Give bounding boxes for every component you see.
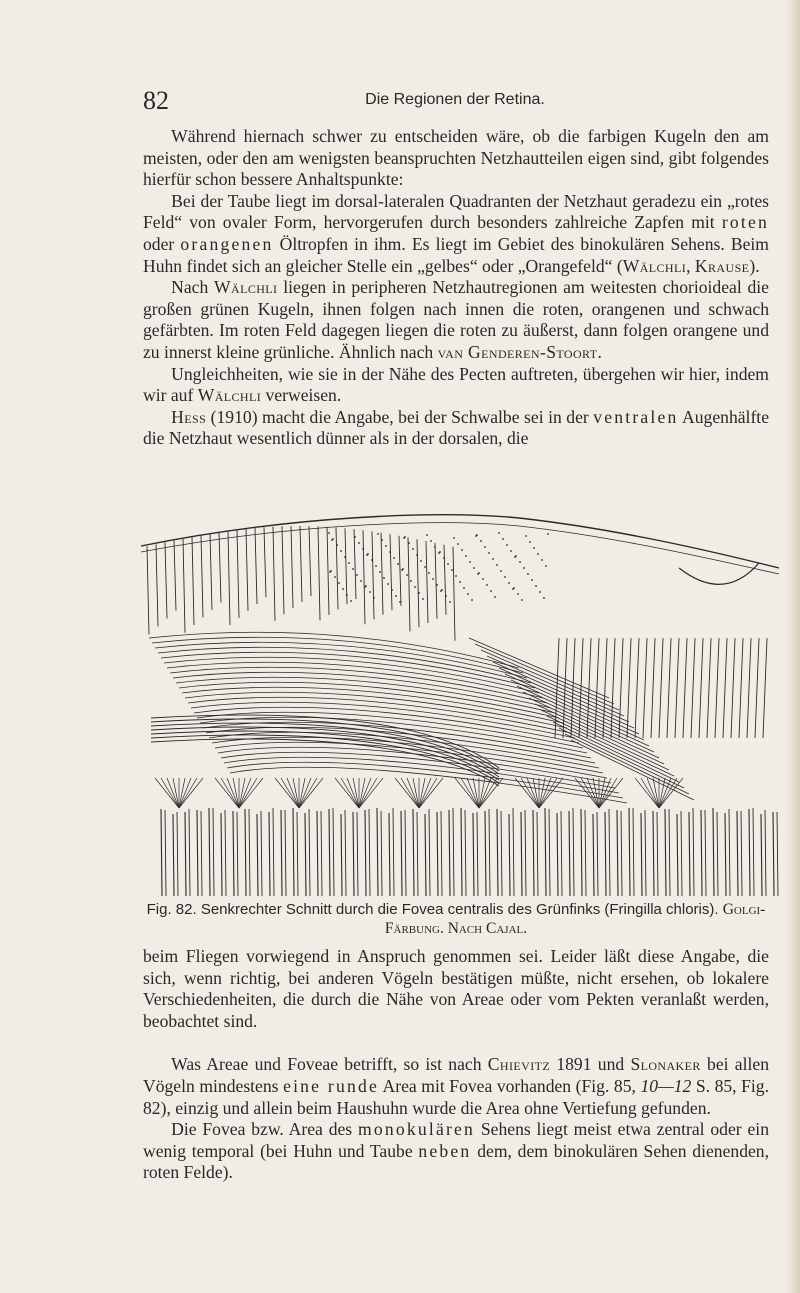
text-run: Während hiernach schwer zu entscheiden wäre, ob die farbigen Kugeln den am meisten, oder den am wenigsten beanspruchten Netzhautteilen eigen sind, gibt folgendes hierfür schon bessere Anhaltspunkte: [143,126,769,190]
text-run: dem, dem binokulären Sehen dienenden, roten Felde). [143,1140,770,1183]
text-run: monokulären [358,1119,476,1140]
caption-rest: Golgi-Färbung. Nach Cajal. [384,901,766,937]
page-edge [786,0,800,1293]
text-run: 1891 und [550,1054,631,1075]
text-run: Nach [171,277,215,298]
text-run: liegen in peripheren Netzhautregionen am weitesten chorioideal die großen grünen Kugeln, ihnen folgen nach innen die roten, orangenen und schwach gefärbten. Im roten Feld dagegen liegen die roten zu äußerst, dann folgen orangene und zu innerst kleine grünliche. Ähnlich nach [143,277,769,362]
running-title: Die Regionen der Retina. [365,91,545,108]
paragraph [143,1054,769,1119]
paragraph [143,364,769,407]
body-text-top [143,126,769,450]
caption-title: Senkrechter Schnitt durch die Fovea centralis des Grünfinks (Fringilla chloris). [200,901,719,918]
text-run: Wälchli [622,255,687,276]
caption-label: Fig. 82. [146,901,197,918]
text-run: van Genderen-Stoort [437,341,598,362]
text-run: . [597,341,602,362]
text-run: roten [721,212,769,233]
paragraph [143,126,769,191]
paragraph [143,191,769,277]
text-run: oder [143,233,181,254]
text-run: Area mit Fovea vorhanden (Fig. 85, [378,1075,641,1096]
paragraph [143,946,769,1032]
text-run: ventralen [593,406,679,427]
text-run: eine runde [283,1075,379,1096]
paragraph [143,1119,769,1184]
text-run: beim Fliegen vorwiegend in Anspruch genommen sei. Leider läßt diese Angabe, die sich, wenn richtig, bei anderen Vögeln bestätigen müßte, nicht ersehen, ob lokalere Verschiedenheiten, die durch die Nähe von Areae oder vom Pekten veranlaßt werden, beobachtet sind. [143,946,769,1031]
page-number: 82 [143,86,169,115]
text-run: Wälchli [214,277,278,298]
text-run: Augenhälfte die Netzhaut wesentlich dünner als in der dorsalen, die [143,406,770,449]
text-run: verweisen. [261,385,342,406]
paragraph [143,277,769,363]
text-run: Ungleichheiten, wie sie in der Nähe des Pecten auftreten, übergehen wir hier, indem wir auf [143,363,769,406]
text-run: S. 85, Fig. 82), einzig und allein beim Haushuhn wurde die Area ohne Vertiefung gefunden. [143,1075,769,1118]
text-run: Sehens liegt meist etwa zentral oder ein wenig temporal (bei Huhn und Taube [143,1119,769,1161]
text-run: Die Fovea bzw. Area des [171,1119,358,1140]
text-run: (1910) macht die Angabe, bei der Schwalbe sei in der [206,406,594,427]
figure-retina-section [139,508,781,898]
body-text-bottom [143,946,769,1184]
figure-caption [143,900,769,938]
text-run: , [686,255,695,276]
text-run: 10—12 [640,1075,692,1096]
text-run: Was Areae und Foveae betrifft, so ist nach [171,1054,488,1075]
text-run: Öltropfen in ihm. Es liegt im Gebiet des binokulären Sehens. Beim Huhn findet sich an gleicher Stelle ein „gelbes“ oder „Orangefeld“ ( [143,233,769,276]
text-run: Wälchli [197,385,262,406]
text-run: Bei der Taube liegt im dorsal-lateralen Quadranten der Netzhaut geradezu ein „rotes Feld“ von ovaler Form, hervorgerufen durch besonders zahlreiche Zapfen mit [143,190,769,233]
text-run: Chievitz [487,1054,551,1075]
text-run: Krause [694,255,750,276]
text-run: orangenen [180,233,274,254]
retina-illustration [139,508,781,898]
page-header [143,86,767,116]
text-run: bei allen Vögeln mindestens [143,1054,769,1096]
text-run: Hess [171,406,207,427]
text-run: ). [749,255,760,276]
paragraph [143,407,769,450]
text-run: neben [418,1140,472,1161]
text-run: Slonaker [630,1054,701,1075]
